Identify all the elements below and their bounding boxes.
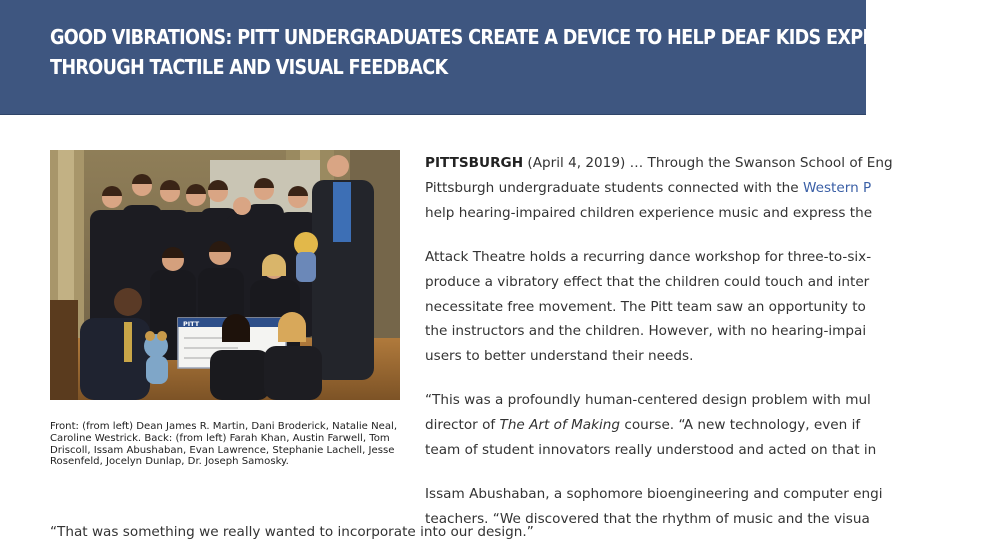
p2-line-3: necessitate free movement. The Pitt team saw an opportunity to bbox=[425, 298, 866, 315]
article-header bbox=[0, 0, 1008, 115]
p2-line-2: produce a vibratory effect that the children could touch and inter bbox=[425, 273, 870, 290]
paragraph-1 bbox=[425, 151, 893, 226]
check-brand-text: PITT bbox=[183, 320, 200, 328]
p3-line-3: team of student innovators really understood and acted on that in bbox=[425, 442, 877, 459]
p1-line-2: Pittsburgh undergraduate students connected with the bbox=[425, 179, 803, 196]
p3-line-2a: director of bbox=[425, 417, 500, 434]
western-pa-link[interactable]: Western P bbox=[802, 179, 872, 196]
dateline: PITTSBURGH bbox=[425, 155, 524, 171]
p4-line-2: teachers. “We discovered that the rhythm of music and the visua bbox=[425, 510, 870, 527]
article-headline bbox=[50, 22, 1008, 82]
paragraph-2 bbox=[425, 245, 872, 370]
photo-caption: Front: (from left) Dean James R. Martin, Dani Broderick, Natalie Neal, Caroline Westrick. Back: (from left) Farah Khan, Austin Farwell, Tom Driscoll, Issam Abushaban, Evan Lawrence, Stephanie Lachell, Jesse Rosenfeld, Jocelyn Dunlap, Dr. Joseph Samosky. bbox=[50, 421, 398, 468]
article-body bbox=[425, 151, 893, 551]
p2-line-4: the instructors and the children. However, with no hearing-impai bbox=[425, 323, 867, 340]
p3-line-2b: course. “A new technology, even if bbox=[620, 417, 861, 434]
p1-line-3: help hearing-impaired children experience music and express the bbox=[425, 204, 873, 221]
p1-line-1: (April 4, 2019) … Through the Swanson School of Eng bbox=[523, 155, 893, 171]
paragraph-4-wrap: “That was something we really wanted to incorporate into our design.” bbox=[50, 524, 534, 540]
p4-line-1: Issam Abushaban, a sophomore bioengineering and computer engi bbox=[425, 485, 883, 502]
headline-line-2: THROUGH TACTILE AND VISUAL FEEDBACK bbox=[50, 55, 448, 79]
p2-line-1: Attack Theatre holds a recurring dance workshop for three-to-six- bbox=[425, 248, 872, 265]
headline-line-1: GOOD VIBRATIONS: PITT UNDERGRADUATES CREATE A DEVICE TO HELP DEAF KIDS EXPERIENCE MUSIC bbox=[50, 25, 1008, 49]
team-photo bbox=[50, 150, 400, 400]
p3-line-1: “This was a profoundly human-centered design problem with mul bbox=[425, 392, 871, 409]
paragraph-3 bbox=[425, 388, 877, 463]
course-title: The Art of Making bbox=[499, 417, 621, 434]
p2-line-5: users to better understand their needs. bbox=[425, 348, 694, 365]
